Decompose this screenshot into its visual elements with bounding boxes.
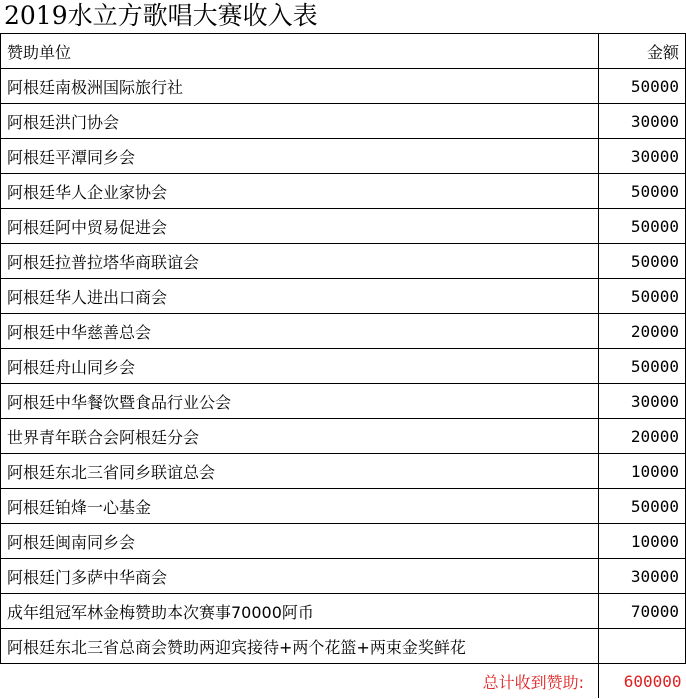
sponsor-cell[interactable]: 阿根廷门多萨中华商会 <box>1 559 599 594</box>
sponsor-cell[interactable]: 阿根廷南极洲国际旅行社 <box>1 69 599 104</box>
table-row <box>1 209 686 244</box>
sponsor-cell[interactable]: 阿根廷中华餐饮暨食品行业公会 <box>1 384 599 419</box>
sponsor-cell[interactable]: 阿根廷铂烽一心基金 <box>1 489 599 524</box>
sponsor-cell[interactable]: 阿根廷闽南同乡会 <box>1 524 599 559</box>
table-row <box>1 559 686 594</box>
sponsor-cell[interactable]: 世界青年联合会阿根廷分会 <box>1 419 599 454</box>
header-amount[interactable]: 金额 <box>599 34 686 69</box>
header-row <box>1 34 686 69</box>
table-row <box>1 629 686 664</box>
amount-cell[interactable]: 10000 <box>599 524 686 559</box>
table-row <box>1 139 686 174</box>
sponsor-cell[interactable]: 阿根廷平潭同乡会 <box>1 139 599 174</box>
amount-cell[interactable]: 30000 <box>599 139 686 174</box>
amount-cell[interactable]: 30000 <box>599 104 686 139</box>
total-label[interactable]: 总计收到赞助: <box>482 672 584 692</box>
sponsor-cell[interactable]: 阿根廷华人企业家协会 <box>1 174 599 209</box>
table-row <box>1 384 686 419</box>
sponsor-cell[interactable]: 成年组冠军林金梅赞助本次赛事70000阿币 <box>1 594 599 629</box>
sponsor-cell[interactable]: 阿根廷东北三省总商会赞助两迎宾接待+两个花篮+两束金奖鲜花 <box>1 629 599 664</box>
header-sponsor[interactable]: 赞助单位 <box>1 34 599 69</box>
table-row <box>1 314 686 349</box>
table-row <box>1 454 686 489</box>
sponsor-cell[interactable]: 阿根廷东北三省同乡联谊总会 <box>1 454 599 489</box>
sponsor-cell[interactable]: 阿根廷中华慈善总会 <box>1 314 599 349</box>
amount-cell[interactable]: 30000 <box>599 559 686 594</box>
amount-cell[interactable]: 20000 <box>599 419 686 454</box>
amount-cell[interactable] <box>599 629 686 664</box>
amount-cell[interactable]: 20000 <box>599 314 686 349</box>
table-row <box>1 349 686 384</box>
sponsor-cell[interactable]: 阿根廷阿中贸易促进会 <box>1 209 599 244</box>
table-row <box>1 594 686 629</box>
table-row <box>1 174 686 209</box>
amount-cell[interactable]: 50000 <box>599 244 686 279</box>
amount-cell[interactable]: 50000 <box>599 349 686 384</box>
table-row <box>1 104 686 139</box>
total-value[interactable]: 600000 <box>599 664 686 699</box>
total-row <box>1 664 686 699</box>
amount-cell[interactable]: 30000 <box>599 384 686 419</box>
sheet-title: 2019水立方歌唱大赛收入表 <box>4 1 318 30</box>
amount-cell[interactable]: 50000 <box>599 489 686 524</box>
sponsor-cell[interactable]: 阿根廷洪门协会 <box>1 104 599 139</box>
amount-cell[interactable]: 50000 <box>599 209 686 244</box>
table-row <box>1 244 686 279</box>
sponsor-cell[interactable]: 阿根廷华人进出口商会 <box>1 279 599 314</box>
table-row <box>1 69 686 104</box>
income-table <box>0 33 686 698</box>
amount-cell[interactable]: 50000 <box>599 69 686 104</box>
table-row <box>1 419 686 454</box>
table-row <box>1 524 686 559</box>
amount-cell[interactable]: 70000 <box>599 594 686 629</box>
sponsor-cell[interactable]: 阿根廷拉普拉塔华商联谊会 <box>1 244 599 279</box>
amount-cell[interactable]: 50000 <box>599 279 686 314</box>
table-row <box>1 279 686 314</box>
sponsor-cell[interactable]: 阿根廷舟山同乡会 <box>1 349 599 384</box>
amount-cell[interactable]: 50000 <box>599 174 686 209</box>
amount-cell[interactable]: 10000 <box>599 454 686 489</box>
table-row <box>1 489 686 524</box>
